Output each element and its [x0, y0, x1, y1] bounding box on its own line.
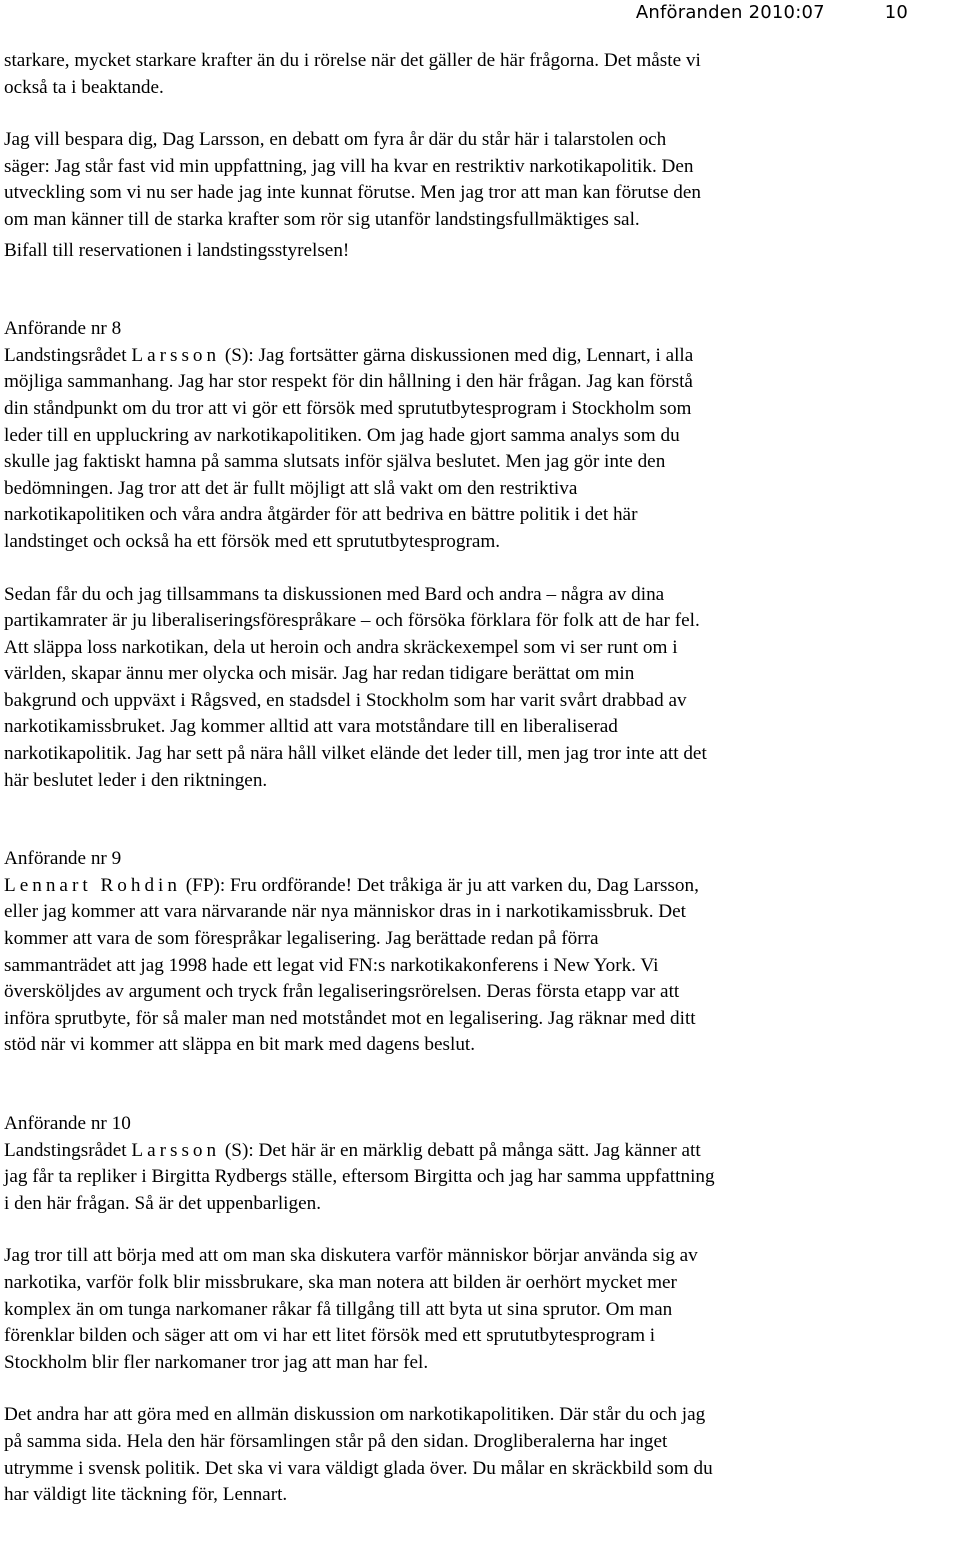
speaker-title: Landstingsrådet [4, 344, 132, 366]
text-line: här beslutet leder i den riktningen. [4, 769, 268, 791]
text-line: om man känner till de starka krafter som rör sig utanför landstingsfullmäktiges sal. [4, 208, 640, 230]
text-line: utrymme i svensk politik. Det ska vi vara väldigt glada över. Du målar en skräckbild som du [4, 1457, 713, 1479]
text-line: säger: Jag står fast vid min uppfattning, jag vill ha kvar en restriktiv narkotikapolitik. Den [4, 155, 694, 177]
text-line [4, 873, 958, 900]
text-line: Sedan får du och jag tillsammans ta diskussionen med Bard och andra – några av dina [4, 583, 665, 605]
text-line [4, 1138, 958, 1165]
text-line: kommer att vara de som förespråkar legalisering. Jag berättade redan på förra [4, 928, 599, 950]
text-line: skulle jag faktiskt hamna på samma slutsats inför själva beslutet. Men jag gör inte den [4, 451, 666, 473]
text-line: utveckling som vi nu ser hade jag inte kunnat förutse. Men jag tror att man kan förutse den [4, 182, 701, 204]
text-line: eller jag kommer att vara närvarande när nya människor dras in i narkotikamissbruk. Det [4, 901, 686, 923]
text-line: stöd när vi kommer att släppa en bit mark med dagens beslut. [4, 1034, 476, 1056]
text-line: Jag vill bespara dig, Dag Larsson, en debatt om fyra år där du står här i talarstolen och [4, 129, 667, 151]
document-title: Anföranden 2010:07 [635, 2, 825, 23]
document-body [4, 48, 958, 1509]
text-line: också ta i beaktande. [4, 76, 164, 98]
text-line: bedömningen. Jag tror att det är fullt möjligt att slå vakt om den restriktiva [4, 477, 578, 499]
text-line: förenklar bilden och säger att om vi har ett litet försök med ett sprututbytesprogram i [4, 1325, 656, 1347]
text-line: jag får ta repliker i Birgitta Rydbergs ställe, eftersom Birgitta och jag har samma uppfattning [4, 1166, 715, 1188]
page-header [636, 2, 908, 23]
speech-heading [4, 1111, 958, 1138]
text-line: översköljdes av argument och tryck från legaliseringsrörelsen. Deras första etapp var att [4, 981, 680, 1003]
text-line: Det andra har att göra med en allmän diskussion om narkotikapolitiken. Där står du och jag [4, 1404, 706, 1426]
text-line: komplex än om tunga narkomaner råkar få tillgång till att byta ut sina sprutor. Om man [4, 1298, 673, 1320]
speech-number: Anförande nr 9 [4, 848, 122, 870]
text-line [4, 343, 958, 370]
text-line: starkare, mycket starkare krafter än du i rörelse när det gäller de här frågorna. Det måste vi [4, 50, 701, 71]
paragraph [4, 127, 958, 233]
speech-text: (S): Det här är en märklig debatt på många sätt. Jag känner att [220, 1139, 701, 1161]
text-line: Stockholm blir fler narkomaner tror jag att man har fel. [4, 1351, 429, 1373]
paragraph [4, 238, 958, 265]
speech-paragraph [4, 343, 958, 556]
speech-paragraph [4, 873, 958, 1059]
speech-text: (FP): Fru ordförande! Det tråkiga är ju att varken du, Dag Larsson, [180, 874, 699, 896]
speech-paragraph [4, 1138, 958, 1218]
text-line: partikamrater är ju liberaliseringsförespråkare – och försöka förklara för folk att de har fel. [4, 610, 700, 632]
text-line: har väldigt lite täckning för, Lennart. [4, 1484, 288, 1506]
text-line: i den här frågan. Så är det uppenbarligen. [4, 1192, 321, 1214]
speech-paragraph [4, 1243, 958, 1376]
text-line: din ståndpunkt om du tror att vi gör ett försök med sprututbytesprogram i Stockholm som [4, 397, 692, 419]
speech-8 [4, 316, 958, 794]
speech-number: Anförande nr 8 [4, 318, 122, 340]
text-line: Att släppa loss narkotikan, dela ut heroin och andra skräckexempel som vi ser runt om i [4, 636, 678, 658]
text-line: sammanträdet att jag 1998 hade ett legat vid FN:s narkotikakonferens i New York. Vi [4, 954, 659, 976]
text-line: bakgrund och uppväxt i Rågsved, en stadsdel i Stockholm som har varit svårt drabbad av [4, 689, 687, 711]
speech-text: (S): Jag fortsätter gärna diskussionen med dig, Lennart, i alla [220, 344, 694, 366]
speech-heading [4, 316, 958, 343]
text-line: narkotikapolitik. Jag har sett på nära håll vilket elände det leder till, men jag tror inte att det [4, 743, 707, 765]
speaker-title: Landstingsrådet [4, 1139, 132, 1161]
paragraph-continuation [4, 48, 958, 101]
speaker-name: Larsson [131, 1139, 221, 1161]
text-line: leder till en uppluckring av narkotikapolitiken. Om jag hade gjort samma analys som du [4, 424, 680, 446]
speech-number: Anförande nr 10 [4, 1113, 131, 1134]
speaker-name: Lennart Rohdin [4, 874, 181, 896]
text-line: införa sprutbyte, för så maler man ned motståndet mot en legalisering. Jag räknar med ditt [4, 1007, 696, 1029]
speech-9 [4, 846, 958, 1059]
text-line: på samma sida. Hela den här församlingen står på den sidan. Drogliberalerna har inget [4, 1430, 668, 1452]
text-line: Bifall till reservationen i landstingsstyrelsen! [4, 239, 350, 261]
text-line: narkotikapolitiken och våra andra åtgärder för att bedriva en bättre politik i det här [4, 504, 638, 526]
text-line: landstinget och också ha ett försök med ett sprututbytesprogram. [4, 530, 501, 552]
text-line: Jag tror till att börja med att om man ska diskutera varför människor börjar använda sig av [4, 1245, 698, 1267]
text-line: narkotika, varför folk blir missbrukare, ska man notera att bilden är oerhört mycket mer [4, 1271, 677, 1293]
page-number: 10 [884, 2, 908, 23]
text-line: narkotikamissbruket. Jag kommer alltid att vara motståndare till en liberaliserad [4, 716, 618, 738]
text-line: världen, skapar ännu mer olycka och misär. Jag har redan tidigare berättat om min [4, 663, 635, 685]
speech-heading [4, 846, 958, 873]
speech-10 [4, 1111, 958, 1509]
text-line: möjliga sammanhang. Jag har stor respekt för din hållning i den här frågan. Jag kan förstå [4, 371, 693, 393]
speaker-name: Larsson [131, 344, 221, 366]
speech-paragraph [4, 582, 958, 795]
speech-paragraph [4, 1402, 958, 1508]
